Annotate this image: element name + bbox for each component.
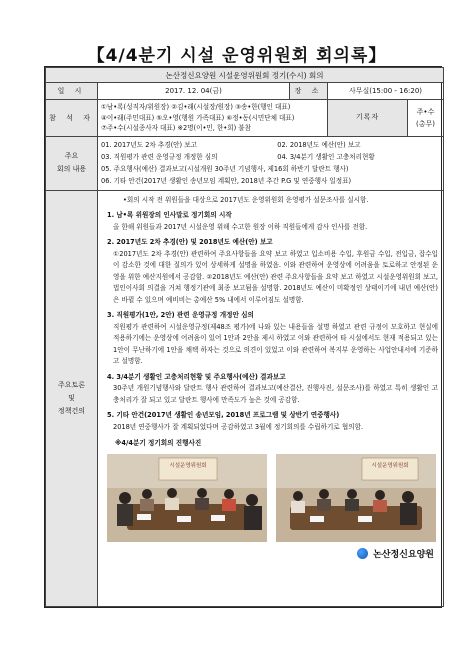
minutes-sheet <box>44 66 442 608</box>
photo-row <box>105 454 438 542</box>
attendee-line: ①남•록(성직자/위원장) ②김•래(시설장/원장) ③송•한(행인 대표) <box>101 103 291 111</box>
photo-banner-text: 시설운영위원회 <box>371 462 409 469</box>
discussion-intro: •회의 시작 전 위원들을 대상으로 2017년도 운영위원회 운영평가 설문조사를 실시함. <box>123 195 369 204</box>
section-body: 30주년 개원기념행사와 달란트 행사 관련하여 결과보고(예산결산, 진행사진, 설문조사)를 하였고 특히 생활인 고충처리가 잘 되고 있고 달란트 행사에 만족도가 높은 것에 공감함. <box>113 384 438 404</box>
meeting-photo-right <box>276 454 436 542</box>
place-value: 사무실(15:00 - 16:20) <box>328 83 444 100</box>
recorder-value <box>408 100 444 137</box>
agenda-item: 05. 주요행사(예산) 결과보고(시설개원 30주년 기념행사, 제16회 하반기 달란트 행사) <box>101 165 349 173</box>
meeting-name: 논산정신요양원 시설운영위원회 정기(수시) 회의 <box>46 68 444 83</box>
attendee-line: ④이•래(주민대표) ⑤오•영(행원 가족대표) ⑥정•동(시민단체 대표) <box>101 113 295 122</box>
section-heading: 1. 남•록 위원장의 인사말로 정기회의 시작 <box>107 211 232 219</box>
meeting-photo-left <box>107 454 267 542</box>
agenda-label <box>46 136 98 190</box>
footer-logo <box>105 548 438 562</box>
recorder-role: (총무) <box>416 119 435 128</box>
document-title: 【4/4분기 시설 운영위원회 회의록】 <box>87 46 387 66</box>
date-label: 일 시 <box>46 83 98 100</box>
discussion-content <box>98 190 444 606</box>
recorder-name: 주•수 <box>416 107 435 116</box>
agenda-item: 04. 3/4분기 생활인 고충처리현황 <box>277 153 375 161</box>
section-heading: 2. 2017년도 2차 추경(안) 및 2018년도 예산(안) 보고 <box>107 238 273 246</box>
attendee-line: ⑦주•수(시설종사자 대표) ※2명(이•민, 한•희) 불참 <box>101 124 251 132</box>
footer-org-name: 논산정신요양원 <box>373 549 434 560</box>
agenda-item: 01. 2017년도 2차 추경(안) 보고 <box>101 141 197 149</box>
photo-banner-text: 시설운영위원회 <box>169 462 207 469</box>
section-body: 2018년 연중행사가 잘 계획되었다며 공감하였고 3월에 정기회의를 수립하기로 협의함. <box>113 422 364 431</box>
discussion-label <box>46 190 98 606</box>
date-value: 2017. 12. 04(금) <box>98 83 290 100</box>
agenda-label-line1: 주요 <box>64 152 79 160</box>
section-body: ①2017년도 2차 추경(안) 관련하여 주요사항들을 요약 보고 하였고 입소비용 수입, 후원금 수입, 전입금, 잡수입이 감소한 것에 대한 질의가 있어 상세하게 설명을 하였음. 이와 관련하여 운영상에 어려움을 토로하고 안정된 운영을 위한 예산지원에서 공감함. ②2018년도 예산(안) 관련 주요사항들을 요약 보고 하였고 시설운영위원회 보고, 법인이사회 의결을 거쳐 행정기관에 최종 보고됨을 설명함. 2018년도 예산이 미확정인 상태이기에 내년 예산(안)은 바뀔 수 있으며 예비비는 총예산 5% 내에서 이루어짐도 설명함. <box>113 249 438 304</box>
attendees-label: 참 석 자 <box>46 100 98 137</box>
agenda-item: 06. 기타 안건(2017년 생활인 송년모임 계획안, 2018년 추간 P.G 및 연중행사 일정표) <box>101 177 352 185</box>
section-heading: 5. 기타 안건(2017년 생활인 송년모임, 2018년 프로그램 및 상반기 연중행사) <box>107 411 340 419</box>
discussion-label-line3: 정책건의 <box>57 406 86 415</box>
section-body: 올 한해 위원들과 2017년 시설운영 위해 수고한 원장 이하 직원들에게 감사 인사를 전함. <box>113 222 368 231</box>
agenda-item: 03. 직원평가 관련 운영규정 개정한 심의 <box>101 153 218 161</box>
org-logo-icon <box>357 548 368 559</box>
agenda-label-line2: 회의 내용 <box>56 165 87 173</box>
agenda-item: 02. 2018년도 예산(안) 보고 <box>277 141 361 149</box>
place-label: 장 소 <box>290 83 328 100</box>
section-body: 직원평가 관련하여 시설운영규정(제48조 평가)에 나와 있는 내용들을 설명 하였고 관련 규정이 모호하고 현실에 적용하기에는 운영상에 어려움이 있어 1안과 2안을 제시 하였고 이와 관련하여 타 시설에서도 현재 적용되고 있는 1안이 무난하기에 1안을 채택 하자는 것으로 의견이 있었고 이와 관련하여 복지부 운영하는 사업안내서에 기준하고 설명함. <box>113 322 438 365</box>
photo-caption: ※4/4분기 정기회의 진행사진 <box>115 439 202 447</box>
minutes-table <box>45 67 444 607</box>
section-heading: 4. 3/4분기 생활인 고충처리현황 및 주요행사(예산) 결과보고 <box>107 372 286 381</box>
section-heading: 3. 직원평가(1안, 2안) 관련 운영규정 개정안 심의 <box>107 311 254 319</box>
discussion-label-line2: 및 <box>68 393 75 402</box>
attendees-list <box>98 100 328 137</box>
recorder-label: 기록자 <box>328 100 408 137</box>
agenda-list <box>98 136 444 190</box>
discussion-label-line1: 주요토론 <box>57 380 86 389</box>
